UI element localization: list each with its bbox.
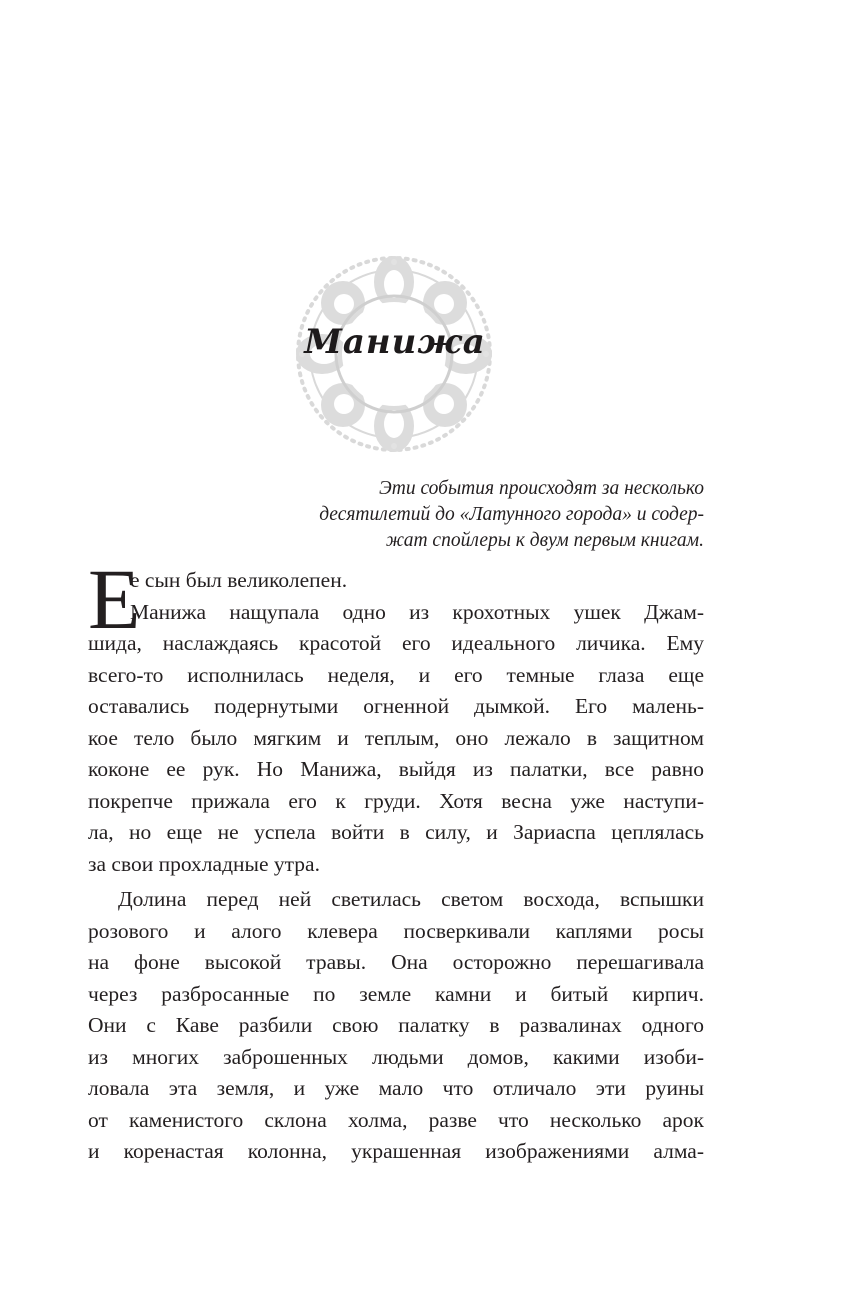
text-line: покрепче прижала его к груди. Хотя весна уже наступи-: [88, 788, 704, 813]
text-line: Манижа нащупала одно из крохотных ушек Джам-: [130, 599, 704, 624]
text-line: Они с Каве разбили свою палатку в развалинах одного: [88, 1013, 704, 1037]
epigraph-line: жат спойлеры к двум первым книгам.: [385, 530, 704, 551]
text-line: всего-то исполнилась неделя, и его темные глаза еще: [88, 662, 704, 687]
text-line: оставались подернутыми огненной дымкой. Его малень-: [88, 694, 704, 718]
epigraph-line: десятилетий до «Латунного города» и содер-: [319, 504, 704, 525]
text-line: за свои прохладные утра.: [88, 851, 320, 876]
text-line: розового и алого клевера посверкивали каплями росы: [88, 918, 704, 943]
text-line: ловала эта земля, и уже мало что отличало эти руины: [88, 1076, 704, 1100]
paragraph-2: [88, 884, 704, 1168]
body-text: [88, 565, 704, 1168]
text-line: коконе ее рук. Но Манижа, выйдя из палатки, все равно: [88, 757, 704, 781]
text-line: ла, но еще не успела войти в силу, и Зариаспа цеплялась: [88, 820, 704, 844]
chapter-title: Манижа: [304, 322, 486, 362]
drop-cap: Е: [88, 551, 141, 647]
text-line: кое тело было мягким и теплым, оно лежало в защитном: [88, 725, 704, 750]
epigraph: [262, 476, 704, 554]
text-line: е сын был великолепен.: [130, 568, 348, 592]
text-line: от каменистого склона холма, разве что несколько арок: [88, 1107, 704, 1132]
paragraph-1-opening: [88, 565, 704, 628]
paragraph-1: [88, 628, 704, 880]
text-line: из многих заброшенных людьми домов, какими изоби-: [88, 1044, 704, 1069]
epigraph-line: Эти события происходят за несколько: [379, 478, 704, 499]
text-line: Долина перед ней светилась светом восхода, вспышки: [118, 887, 704, 911]
text-line: на фоне высокой травы. Она осторожно перешагивала: [88, 950, 704, 974]
text-line: шида, наслаждаясь красотой его идеального личика. Ему: [88, 631, 704, 655]
text-line: и коренастая колонна, украшенная изображениями алма-: [88, 1139, 704, 1163]
text-line: через разбросанные по земле камни и битый кирпич.: [88, 981, 704, 1006]
